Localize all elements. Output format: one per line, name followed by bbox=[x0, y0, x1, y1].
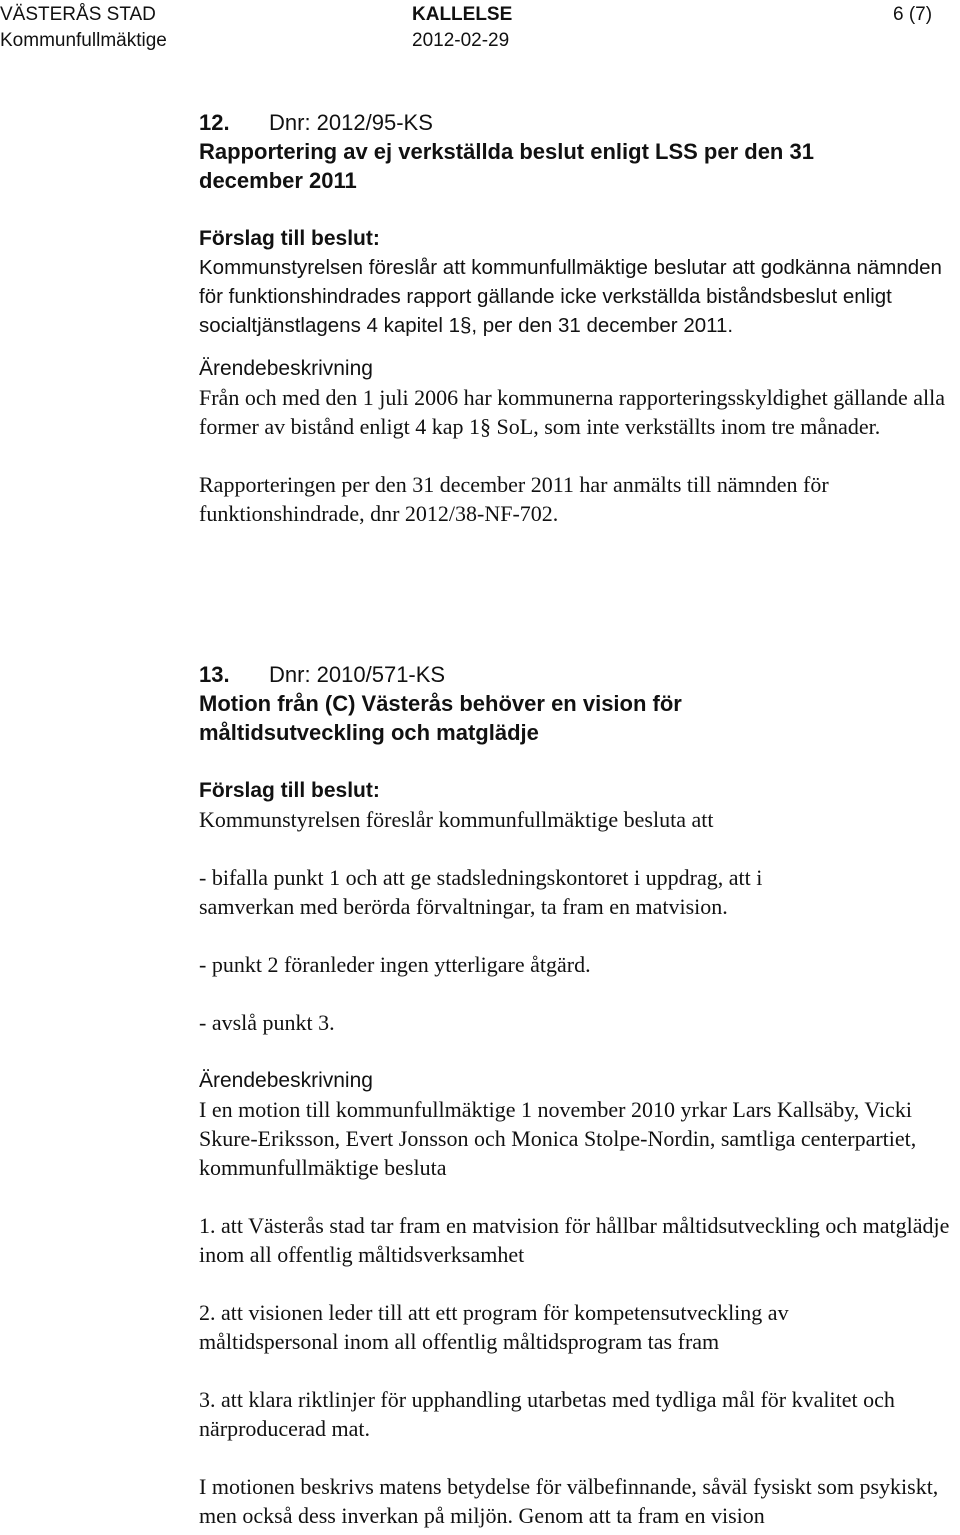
item-13-proposal-paragraph: Kommunstyrelsen föreslår kommunfullmäktige besluta att bbox=[199, 807, 714, 832]
item-12-heading bbox=[199, 108, 960, 137]
agenda-item-13 bbox=[199, 660, 960, 1530]
item-13-heading bbox=[199, 660, 960, 689]
item-13-paragraph: I en motion till kommunfullmäktige 1 november 2010 yrkar Lars Kallsäby, Vicki Skure-Eriksson, Evert Jonsson och Monica Stolpe-Nordin, samtliga centerpartiet, kommunfullmäktige besluta bbox=[199, 1097, 917, 1180]
item-13-number: 13. bbox=[199, 662, 230, 687]
item-12-description-heading: Ärendebeskrivning bbox=[199, 357, 373, 380]
item-12-paragraph: Rapporteringen per den 31 december 2011 har anmälts till nämnden för funktionshindrade, dnr 2012/38-NF-702. bbox=[199, 472, 829, 526]
item-13-proposal-heading: Förslag till beslut: bbox=[199, 779, 380, 802]
item-13-proposal-paragraph: - avslå punkt 3. bbox=[199, 1010, 335, 1035]
item-13-paragraph: 1. att Västerås stad tar fram en matvision för hållbar måltidsutveckling och matglädje inom all offentlig måltidsverksamhet bbox=[199, 1213, 950, 1267]
item-13-paragraph: I motionen beskrivs matens betydelse för välbefinnande, såväl fysiskt som psykiskt, men också dess inverkan på miljön. Genom att ta fram en vision bbox=[199, 1474, 939, 1528]
header-org: VÄSTERÅS STAD bbox=[0, 4, 156, 25]
agenda-item-12 bbox=[199, 108, 960, 528]
item-12-proposal-text: Kommunstyrelsen föreslår att kommunfullmäktige beslutar att godkänna nämnden för funktionshindrades rapport gällande icke verkställda biståndsbeslut enligt socialtjänstlagens 4 kapitel 1§, per den 31 december 2011. bbox=[199, 256, 942, 337]
item-13-description-heading: Ärendebeskrivning bbox=[199, 1069, 373, 1092]
item-13-proposal-paragraph: - punkt 2 föranleder ingen ytterligare åtgärd. bbox=[199, 952, 591, 977]
item-13-title: Motion från (C) Västerås behöver en vision för måltidsutveckling och matglädje bbox=[199, 691, 682, 745]
item-12-number: 12. bbox=[199, 110, 230, 135]
item-12-title: Rapportering av ej verkställda beslut enligt LSS per den 31 december 2011 bbox=[199, 139, 814, 193]
header-doc-type: KALLELSE bbox=[412, 4, 513, 25]
item-12-dnr: Dnr: 2012/95-KS bbox=[269, 110, 433, 135]
header-page-number: 6 (7) bbox=[893, 4, 933, 25]
header-body: Kommunfullmäktige bbox=[0, 30, 167, 51]
item-13-paragraph: 3. att klara riktlinjer för upphandling utarbetas med tydliga mål för kvalitet och närproducerad mat. bbox=[199, 1387, 895, 1441]
header-date: 2012-02-29 bbox=[412, 30, 510, 51]
item-13-paragraph: 2. att visionen leder till att ett program för kompetensutveckling av måltidspersonal inom all offentlig måltidsprogram tas fram bbox=[199, 1300, 789, 1354]
item-12-proposal-heading: Förslag till beslut: bbox=[199, 227, 380, 250]
item-12-paragraph: Från och med den 1 juli 2006 har kommunerna rapporteringsskyldighet gällande alla former av bistånd enligt 4 kap 1§ SoL, som inte verkställts inom tre månader. bbox=[199, 385, 945, 439]
item-13-dnr: Dnr: 2010/571-KS bbox=[269, 662, 446, 687]
item-13-proposal-paragraph: - bifalla punkt 1 och att ge stadsledningskontoret i uppdrag, att i samverkan med berörda förvaltningar, ta fram en matvision. bbox=[199, 865, 763, 919]
